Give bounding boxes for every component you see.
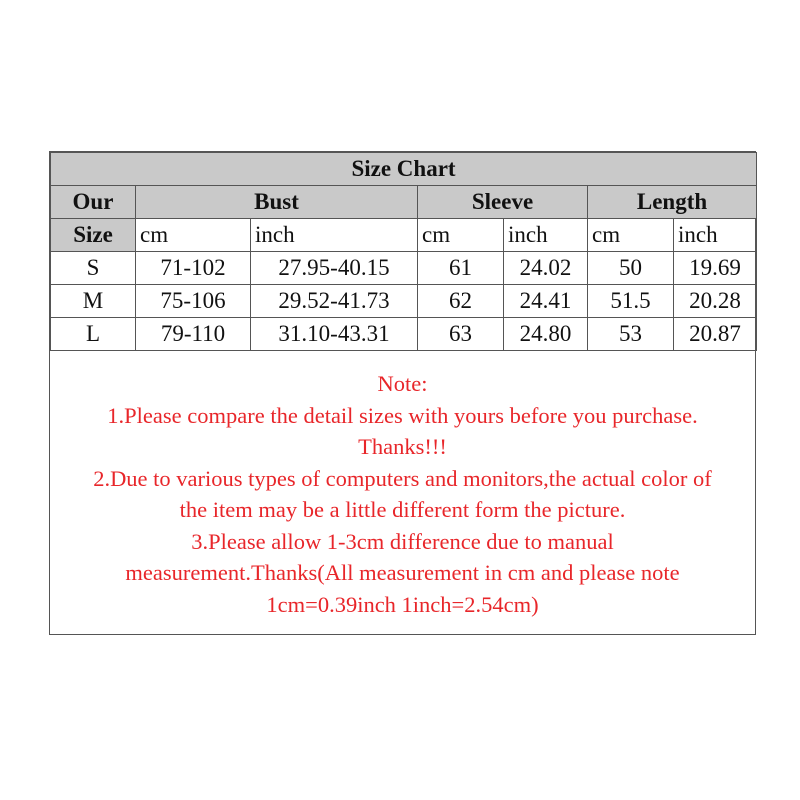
bust-inch-cell: 27.95-40.15 (251, 252, 418, 285)
note-heading: Note: (377, 371, 428, 396)
bust-cm-cell: 75-106 (136, 285, 251, 318)
length-cm-cell: 53 (588, 318, 674, 351)
sleeve-cm-header: cm (418, 219, 504, 252)
chart-title: Size Chart (51, 153, 757, 186)
bust-inch-cell: 31.10-43.31 (251, 318, 418, 351)
sleeve-header: Sleeve (418, 186, 588, 219)
note-line: 1.Please compare the detail sizes with yours before you purchase. (107, 402, 698, 428)
sleeve-inch-header: inch (504, 219, 588, 252)
sleeve-cm-cell: 61 (418, 252, 504, 285)
table-row (51, 252, 757, 285)
size-header-top: Our (51, 186, 136, 219)
length-cm-cell: 51.5 (588, 285, 674, 318)
note-block (50, 352, 755, 634)
note-line: Thanks!!! (358, 434, 447, 459)
sleeve-cm-cell: 63 (418, 318, 504, 351)
sleeve-inch-cell: 24.02 (504, 252, 588, 285)
bust-cm-cell: 79-110 (136, 318, 251, 351)
size-cell: L (51, 318, 136, 351)
length-inch-cell: 20.87 (674, 318, 757, 351)
length-cm-header: cm (588, 219, 674, 252)
bust-cm-cell: 71-102 (136, 252, 251, 285)
sleeve-cm-cell: 62 (418, 285, 504, 318)
size-header-bottom: Size (51, 219, 136, 252)
note-line: measurement.Thanks(All measurement in cm and please note (125, 560, 680, 585)
sleeve-inch-cell: 24.41 (504, 285, 588, 318)
size-cell: M (51, 285, 136, 318)
note-line: the item may be a little different form the picture. (179, 497, 626, 522)
table-row (51, 318, 757, 351)
length-cm-cell: 50 (588, 252, 674, 285)
length-inch-cell: 20.28 (674, 285, 757, 318)
size-cell: S (51, 252, 136, 285)
table-row (51, 285, 757, 318)
note-line: 2.Due to various types of computers and monitors,the actual color of (93, 465, 712, 491)
bust-header: Bust (136, 186, 418, 219)
length-inch-header: inch (674, 219, 757, 252)
length-header: Length (588, 186, 757, 219)
note-line: 1cm=0.39inch 1inch=2.54cm) (266, 591, 539, 617)
size-chart (49, 151, 756, 635)
size-table (50, 152, 757, 351)
bust-inch-header: inch (251, 219, 418, 252)
note-line: 3.Please allow 1-3cm difference due to manual (191, 528, 614, 554)
bust-cm-header: cm (136, 219, 251, 252)
bust-inch-cell: 29.52-41.73 (251, 285, 418, 318)
sleeve-inch-cell: 24.80 (504, 318, 588, 351)
length-inch-cell: 19.69 (674, 252, 757, 285)
